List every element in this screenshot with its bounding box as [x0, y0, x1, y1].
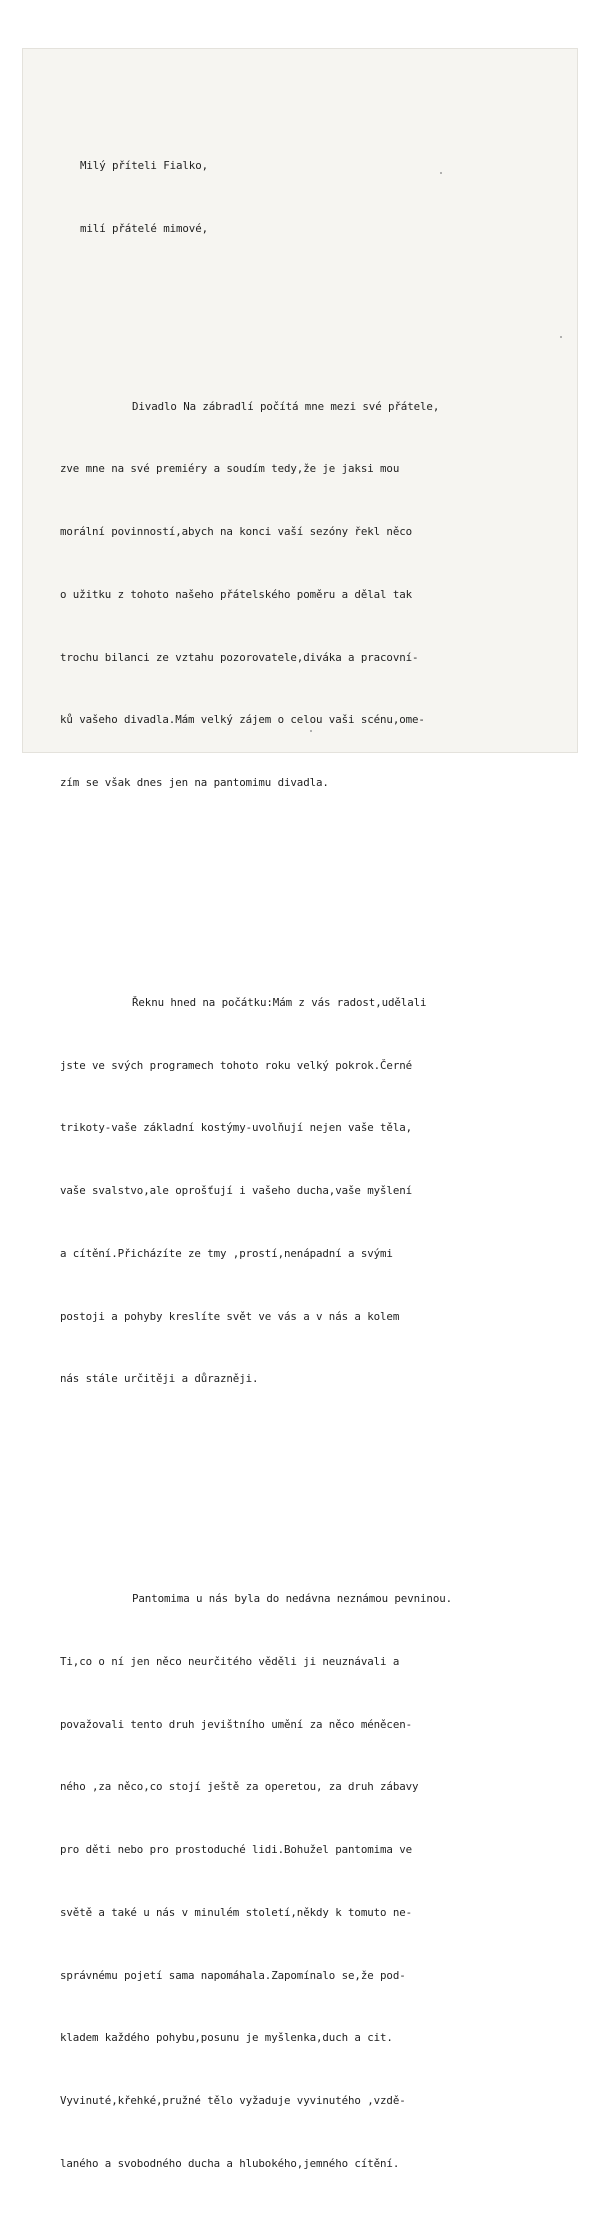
paragraph-line: kladem každého pohybu,posunu je myšlenka,duch a cit. — [60, 2031, 393, 2045]
paper-speck — [560, 336, 562, 338]
paragraph-line: Divadlo Na zábradlí počítá mne mezi své přátele, — [132, 399, 440, 413]
paragraph-line: zím se však dnes jen na pantomimu divadla. — [60, 775, 329, 789]
paragraph-line: nás stále určitěji a důrazněji. — [60, 1372, 259, 1386]
letter-body — [60, 114, 560, 2237]
paragraph-line: o užitku z tohoto našeho přátelského poměru a dělal tak — [60, 587, 413, 601]
paragraph-line: Ti,co o ní jen něco neurčitého věděli ji neuznávali a — [60, 1654, 400, 1668]
paragraph-3 — [60, 1547, 560, 2216]
paper-speck — [310, 730, 312, 732]
paragraph-line: správnému pojetí sama napomáhala.Zapomínalo se,že pod- — [60, 1968, 406, 1982]
paragraph-line: Řeknu hned na počátku:Mám z vás radost,udělali — [132, 996, 427, 1010]
paragraph-line: trochu bilanci ze vztahu pozorovatele,diváka a pracovní- — [60, 650, 419, 664]
paragraph-line: ků vašeho divadla.Mám velký zájem o celou vaši scénu,ome- — [60, 713, 425, 727]
paragraph-line: jste ve svých programech tohoto roku velký pokrok.Černé — [60, 1058, 413, 1072]
salutation-line-2: milí přátelé mimové, — [80, 221, 209, 235]
paragraph-line: a cítění.Přicházíte ze tmy ,prostí,nenápadní a svými — [60, 1246, 393, 1260]
paragraph-line: ného ,za něco,co stojí ještě za operetou, za druh zábavy — [60, 1780, 419, 1794]
paragraph-line: zve mne na své premiéry a soudím tedy,že je jaksi mou — [60, 462, 400, 476]
paragraph-line: postoji a pohyby kreslíte svět ve vás a v nás a kolem — [60, 1309, 400, 1323]
paragraph-2 — [60, 951, 560, 1432]
salutation-line-1: Milý příteli Fialko, — [80, 158, 209, 172]
paragraph-line: morální povinností,abych na konci vaší sezóny řekl něco — [60, 525, 413, 539]
paragraph-line: Vyvinuté,křehké,pružné tělo vyžaduje vyvinutého ,vzdě- — [60, 2093, 406, 2107]
paragraph-1 — [60, 355, 560, 836]
paragraph-line: považovali tento druh jevištního umění za něco méněcen- — [60, 1717, 413, 1731]
paragraph-line: světě a také u nás v minulém století,někdy k tomuto ne- — [60, 1905, 413, 1919]
paper-speck — [440, 172, 442, 174]
paragraph-line: Pantomima u nás byla do nedávna neznámou pevninou. — [132, 1592, 453, 1606]
paragraph-line: trikoty-vaše základní kostýmy-uvolňují nejen vaše těla, — [60, 1121, 413, 1135]
paragraph-line: vaše svalstvo,ale oprošťují i vašeho ducha,vaše myšlení — [60, 1184, 413, 1198]
paragraph-line: pro děti nebo pro prostoduché lidi.Bohužel pantomima ve — [60, 1843, 413, 1857]
paragraph-line: laného a svobodného ducha a hlubokého,jemného cítění. — [60, 2156, 400, 2170]
